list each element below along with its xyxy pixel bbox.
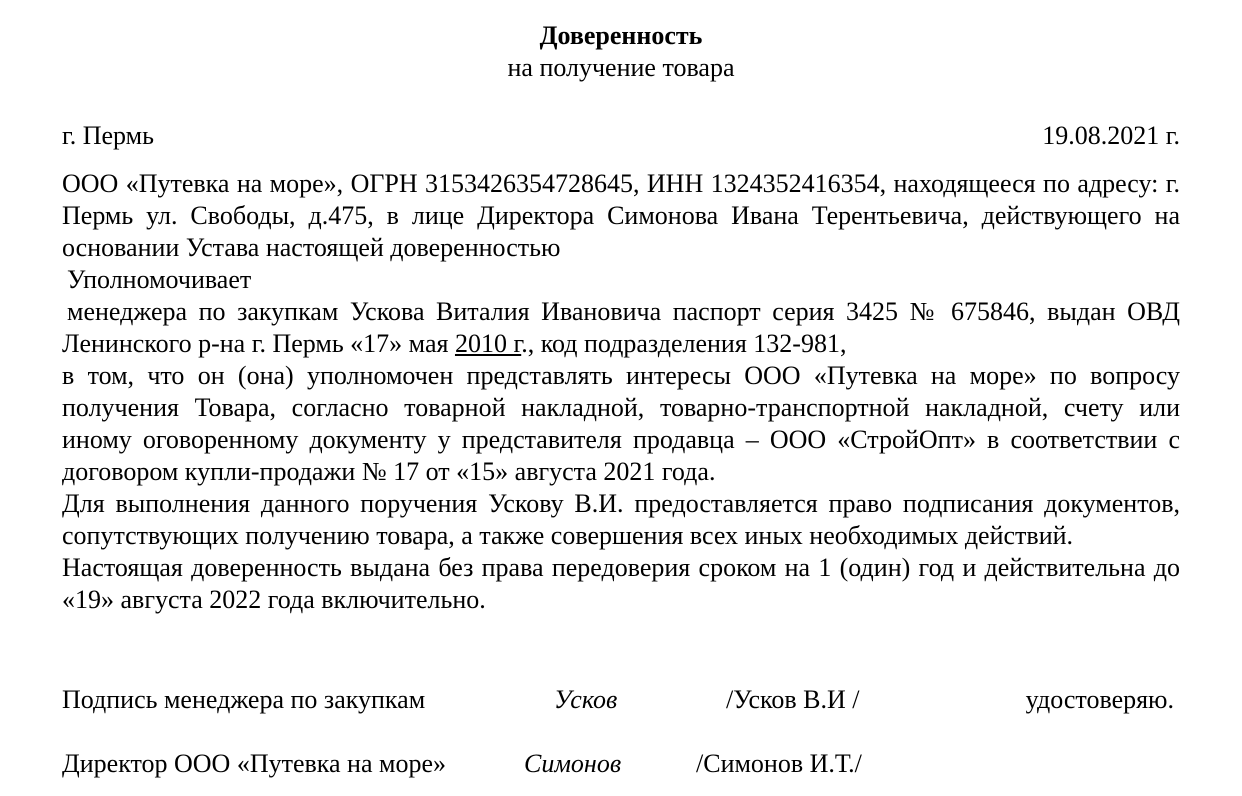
place-date-row	[62, 120, 1180, 152]
director-name: /Симонов И.Т./	[696, 749, 862, 778]
representative-paragraph	[62, 296, 1180, 360]
representative-text: менеджера по закупкам Ускова Виталия Ивановича паспорт серия 3425 № 675846, выдан ОВД Ленинского р-на г. Пермь «17» мая	[62, 297, 1180, 358]
director-signature-label: Директор ООО «Путевка на море»	[62, 749, 447, 778]
document-body	[62, 168, 1180, 616]
manager-signature: Усков	[554, 685, 618, 714]
document-date: 19.08.2021 г.	[1042, 121, 1180, 150]
manager-signature-label: Подпись менеджера по закупкам	[62, 685, 426, 714]
document-title: Доверенность	[539, 21, 703, 50]
rights-paragraph: Для выполнения данного поручения Ускову В.И. предоставляется право подписания документов, сопутствующих получению товара, а также совершения всех иных необходимых действий.	[62, 489, 1180, 550]
authority-paragraph: в том, что он (она) уполномочен представлять интересы ООО «Путевка на море» по вопросу получения Товара, согласно товарной накладной, товарно-транспортной накладной, счету или иному оговоренному документу у представителя продавца – ООО «СтройОпт» в соответствии с договором купли-продажи № 17 от «15» августа 2021 года.	[62, 361, 1180, 486]
director-signature: Симонов	[524, 749, 622, 778]
validity-paragraph: Настоящая доверенность выдана без права передоверия сроком на 1 (один) год и действительна до «19» августа 2022 года включительно.	[62, 553, 1180, 614]
city: г. Пермь	[62, 121, 154, 150]
manager-name: /Усков В.И /	[726, 685, 860, 714]
representative-text-end: ., код подразделения 132-981,	[521, 329, 847, 358]
passport-issue-year: 2010 г	[454, 329, 522, 358]
certify-text: удостоверяю.	[1025, 685, 1174, 714]
manager-signature-row	[62, 684, 1180, 716]
authorizes-heading: Уполномочивает	[67, 265, 252, 294]
director-signature-row	[62, 748, 1180, 780]
principal-paragraph: ООО «Путевка на море», ОГРН 3153426354728645, ИНН 1324352416354, находящееся по адресу: г. Пермь ул. Свободы, д.475, в лице Директора Симонова Ивана Терентьевича, действующего на основании Устава настоящей доверенностью	[62, 169, 1180, 262]
document-subtitle: на получение товара	[507, 53, 735, 82]
